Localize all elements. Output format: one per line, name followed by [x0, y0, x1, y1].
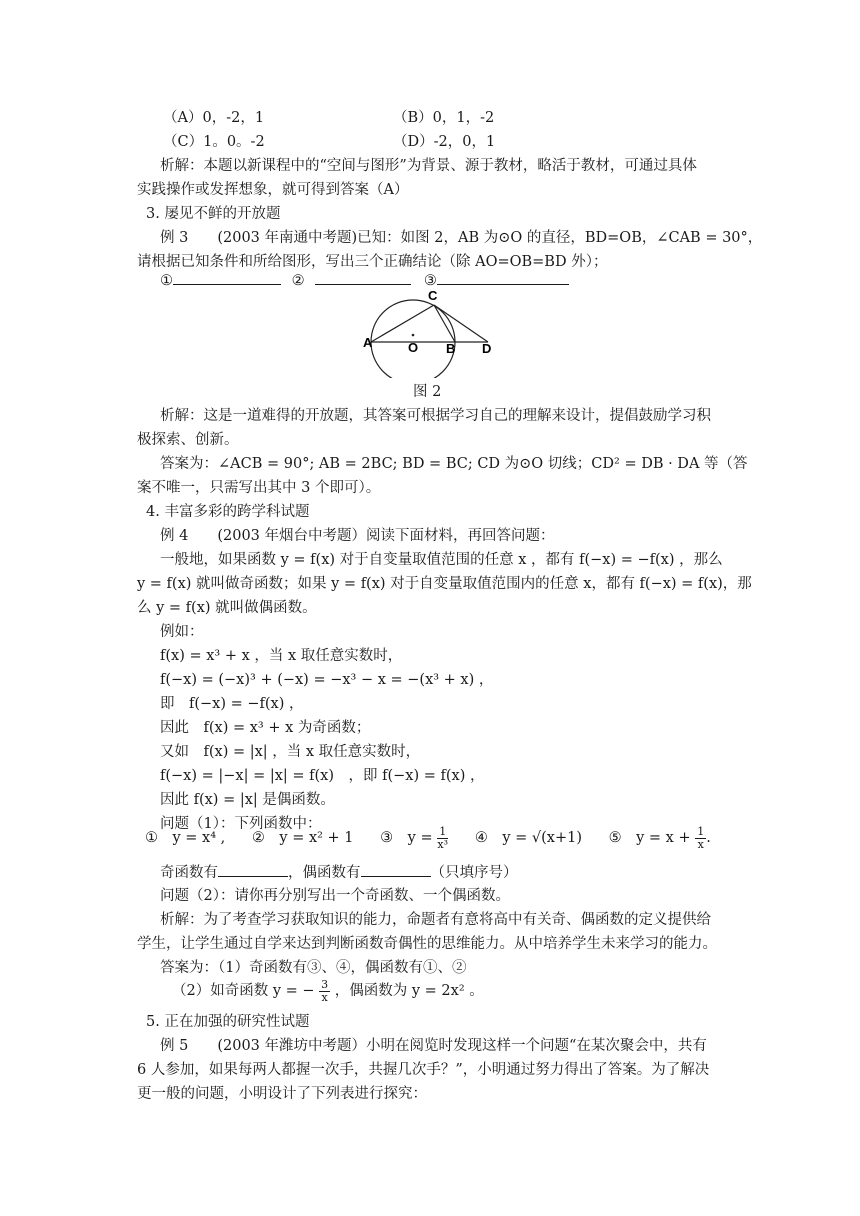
question-2: 问题（2）：请你再分别写出一个奇函数、一个偶函数。 — [160, 888, 510, 904]
function-2: ② y = x² + 1 — [251, 830, 354, 846]
function-3-prefix: ③ y = — [380, 830, 433, 846]
answer-fraction-numerator: 3 — [321, 977, 329, 991]
question-1-fill-row — [160, 860, 518, 885]
figure-caption: 图 2 — [413, 384, 442, 400]
example-line-6: f(−x) = |−x| = |x| = f(x) ，即 f(−x) = f(x) ， — [160, 768, 485, 784]
example-5-line-3: 更一般的问题，小明设计了下列表进行探究： — [137, 1086, 427, 1102]
label-d: D — [482, 341, 492, 356]
function-5-denominator: x — [697, 837, 704, 851]
function-5-fraction — [695, 826, 706, 851]
odd-fill-label: 奇函数有 — [160, 865, 218, 881]
label-c: C — [428, 288, 438, 303]
example-line-4: 因此 f(x) = x³ + x 为奇函数； — [160, 720, 371, 736]
example-3-line-1: 例 3 (2003 年南通中考题)已知：如图 2，AB 为⊙O 的直径，BD=OB，∠CAB = 30°， — [160, 230, 763, 246]
answer-3-line-2: 案不唯一，只需写出其中 3 个即可）。 — [137, 480, 381, 496]
example-5-line-2: 6 人参加，如果每两人都握一次手，共握几次手？”，小明通过努力得出了答案。为了解决 — [137, 1062, 710, 1078]
question-1: 问题（1）：下列函数中： — [160, 816, 322, 832]
analysis-1-line-1: 析解：本题以新课程中的“空间与图形”为背景、源于教材，略活于教材，可通过具体 — [160, 158, 697, 174]
function-5-numerator: 1 — [697, 824, 705, 838]
center-dot — [412, 334, 415, 337]
function-5-suffix: . — [706, 830, 711, 846]
example-line-5: 又如 f(x) = |x| ，当 x 取任意实数时， — [160, 744, 421, 760]
answer-4-line-2-prefix: （2）如奇函数 y = − — [172, 983, 315, 999]
chord-cb — [434, 305, 455, 342]
example-line-7: 因此 f(x) = |x| 是偶函数。 — [160, 792, 335, 808]
function-4: ④ y = √(x+1) — [474, 830, 582, 846]
blank-3-label: ③ — [423, 273, 437, 289]
section-4-heading: 4. 丰富多彩的跨学科试题 — [146, 504, 310, 520]
option-a: （A）0，-2，1 — [163, 110, 265, 126]
option-b: （B）0，1，-2 — [393, 110, 495, 126]
example-line-3: 即 f(−x) = −f(x) ， — [160, 696, 304, 712]
analysis-1-line-2: 实践操作或发挥想象，就可得到答案（A） — [137, 182, 409, 198]
definition-line-1: 一般地，如果函数 y = f(x) 对于自变量取值范围的任意 x ，都有 f(−x) = −f(x) ，那么 — [160, 552, 723, 568]
answer-fraction-denominator: x — [321, 990, 328, 1004]
option-d: （D）-2，0，1 — [393, 134, 496, 150]
answer-4-line-2 — [172, 976, 484, 1006]
function-3-numerator: 1 — [439, 824, 447, 838]
odd-fill-blank[interactable] — [218, 860, 288, 877]
option-c: （C）1。0。-2 — [163, 134, 265, 150]
example-label: 例如： — [160, 624, 204, 640]
answer-3-line-1: 答案为：∠ACB = 90°; AB = 2BC; BD = BC; CD 为⊙O 切线；CD² = DB · DA 等（答 — [160, 456, 748, 472]
blank-1[interactable] — [173, 268, 281, 285]
blank-2[interactable] — [315, 268, 411, 285]
analysis-3-line-1: 析解：这是一道难得的开放题，其答案可根据学习自己的理解来设计，提倡鼓励学习积 — [160, 408, 711, 424]
analysis-4-line-1: 析解：为了考查学习获取知识的能力，命题者有意将高中有关奇、偶函数的定义提供给 — [160, 912, 711, 928]
chord-ac — [371, 305, 434, 342]
example-5-line-1: 例 5 (2003 年潍坊中考题）小明在阅览时发现这样一个问题“在某次聚会中，共有 — [160, 1038, 707, 1054]
answer-4-line-1: 答案为：（1）奇函数有③、④，偶函数有①、② — [160, 960, 467, 976]
example-4-line: 例 4 (2003 年烟台中考题）阅读下面材料，再回答问题： — [160, 528, 555, 544]
fill-hint: （只填序号） — [430, 865, 518, 881]
answer-fraction — [319, 979, 330, 1004]
example-3-line-2: 请根据已知条件和所给图形，写出三个正确结论（除 AO=OB=BD 外）； — [137, 254, 608, 270]
label-a: A — [363, 335, 373, 350]
section-3-heading: 3. 屡见不鲜的开放题 — [146, 206, 281, 222]
tangent-cd — [434, 305, 488, 342]
label-o: O — [408, 340, 419, 355]
answer-4-line-2-suffix: ，偶函数为 y = 2x² 。 — [334, 983, 484, 999]
blank-2-label: ② — [291, 273, 305, 289]
section-5-heading: 5. 正在加强的研究性试题 — [146, 1014, 310, 1030]
circle-figure — [360, 286, 500, 378]
analysis-4-line-2: 学生，让学生通过自学来达到判断函数奇偶性的思维能力。从中培养学生未来学习的能力。 — [137, 936, 717, 952]
blank-3[interactable] — [437, 268, 569, 285]
circle-o — [371, 300, 455, 378]
example-line-1: f(x) = x³ + x ，当 x 取任意实数时， — [160, 648, 403, 664]
function-list — [145, 824, 711, 852]
function-3-denominator: x³ — [437, 837, 449, 851]
even-fill-label: ，偶函数有 — [288, 865, 361, 881]
function-3-fraction — [437, 826, 448, 851]
blank-1-label: ① — [160, 273, 173, 289]
label-b: B — [446, 341, 456, 356]
function-1: ① y = x⁴ , — [145, 830, 226, 846]
example-line-2: f(−x) = (−x)³ + (−x) = −x³ − x = −(x³ + x) ， — [160, 672, 494, 688]
definition-line-3: 么 y = f(x) 就叫做偶函数。 — [137, 600, 317, 616]
even-fill-blank[interactable] — [361, 860, 431, 877]
function-5-prefix: ⑤ y = x + — [608, 830, 691, 846]
analysis-3-line-2: 极探索、创新。 — [137, 432, 239, 448]
definition-line-2: y = f(x) 就叫做奇函数；如果 y = f(x) 对于自变量取值范围内的任意 x，都有 f(−x) = f(x)，那 — [137, 576, 752, 592]
